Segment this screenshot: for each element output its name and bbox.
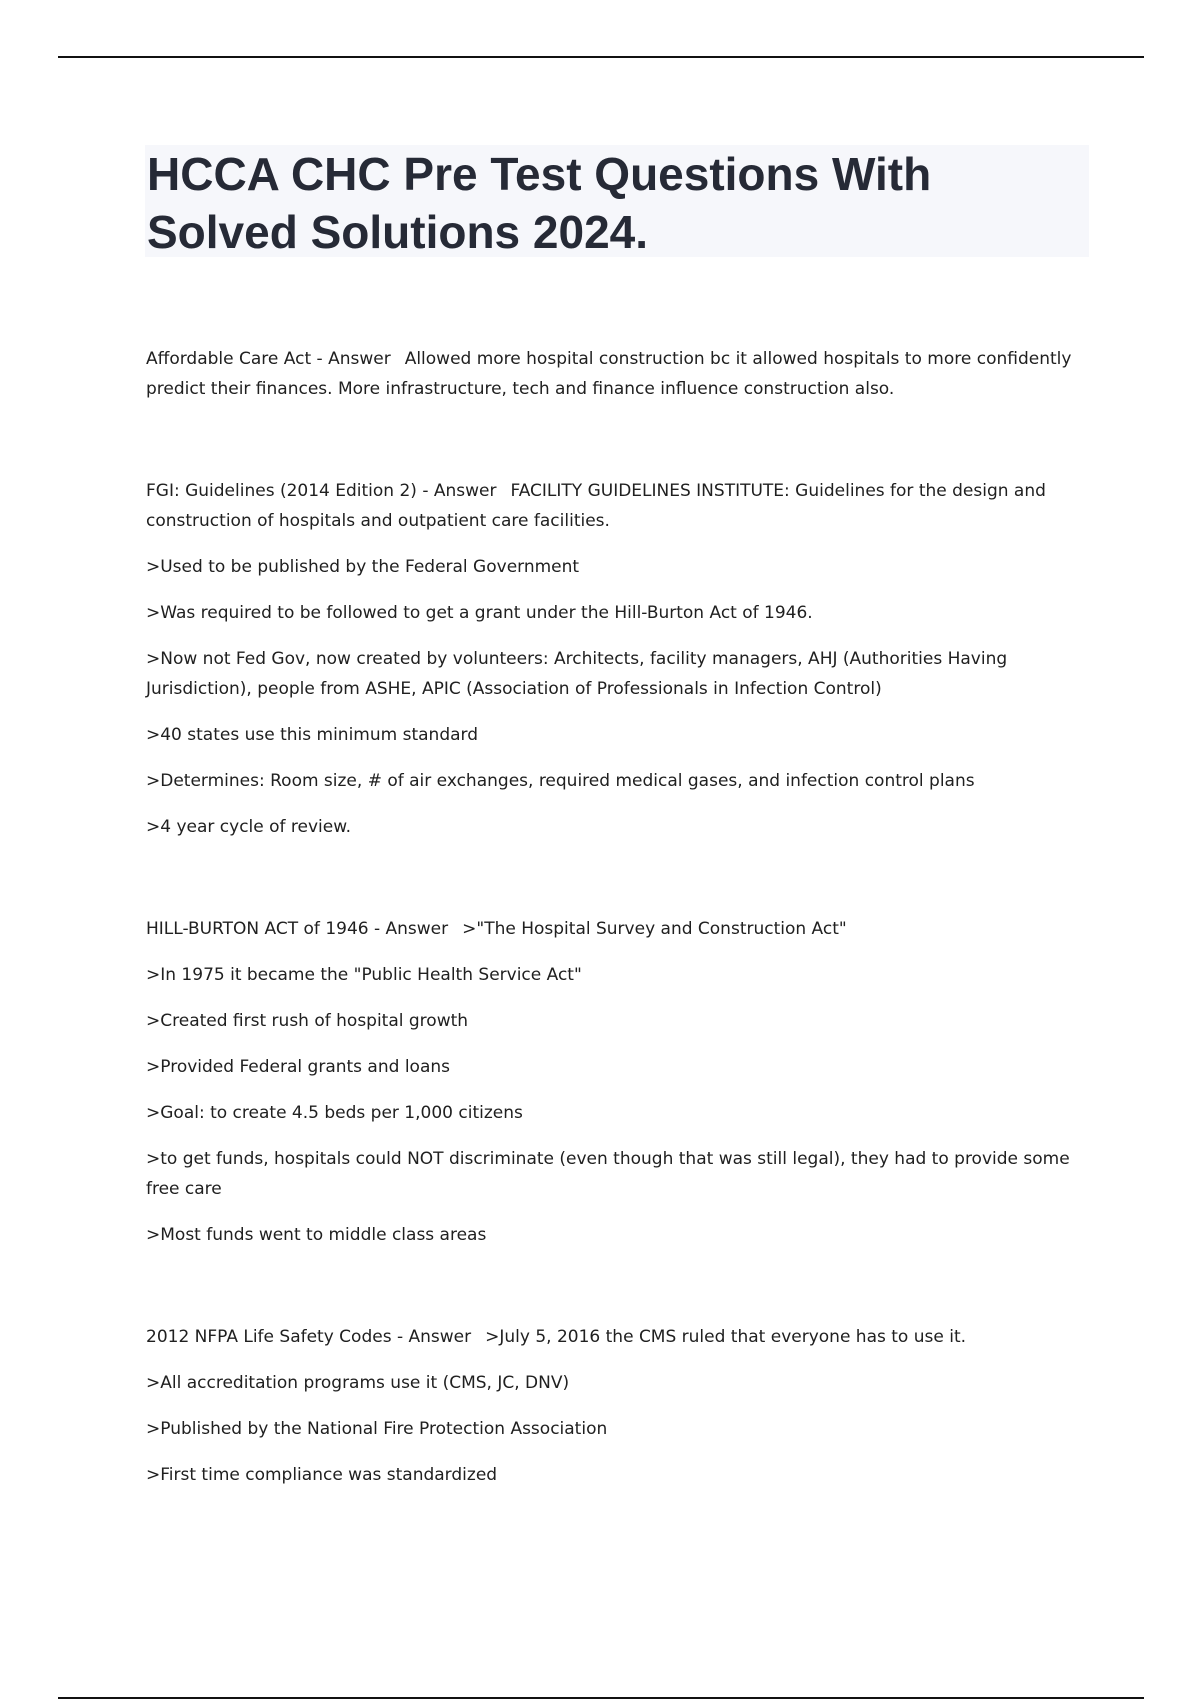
bottom-rule xyxy=(58,1697,1144,1699)
qa-term: FGI: Guidelines (2014 Edition 2) - Answer xyxy=(146,481,497,501)
qa-entry xyxy=(146,1322,1076,1490)
qa-bullet: >4 year cycle of review. xyxy=(146,817,351,837)
qa-bullet: >Was required to be followed to get a grant under the Hill-Burton Act of 1946. xyxy=(146,603,813,623)
qa-question-answer xyxy=(146,1322,1076,1352)
qa-question-answer xyxy=(146,344,1076,404)
qa-bullet: >First time compliance was standardized xyxy=(146,1465,498,1485)
qa-bullet: >to get funds, hospitals could NOT discriminate (even though that was still legal), they had to provide some free care xyxy=(146,1149,1070,1199)
qa-term: Affordable Care Act - Answer xyxy=(146,349,391,369)
qa-term: HILL-BURTON ACT of 1946 - Answer xyxy=(146,919,449,939)
qa-bullet: >Provided Federal grants and loans xyxy=(146,1057,450,1077)
top-rule xyxy=(58,56,1144,58)
qa-question-answer xyxy=(146,914,1076,944)
qa-bullet: >40 states use this minimum standard xyxy=(146,725,479,745)
qa-bullet: >All accreditation programs use it (CMS, JC, DNV) xyxy=(146,1373,570,1393)
qa-bullet: >Published by the National Fire Protection Association xyxy=(146,1419,608,1439)
qa-answer: Allowed more hospital construction bc it allowed hospitals to more confidently predict their finances. More infrastructure, tech and finance influence construction also. xyxy=(146,349,1072,399)
qa-entry xyxy=(146,476,1076,842)
qa-bullet: >Determines: Room size, # of air exchanges, required medical gases, and infection control plans xyxy=(146,771,975,791)
qa-bullet: >In 1975 it became the "Public Health Service Act" xyxy=(146,965,582,985)
qa-answer: >"The Hospital Survey and Construction Act" xyxy=(462,919,847,939)
qa-bullet: >Used to be published by the Federal Government xyxy=(146,557,580,577)
document-body xyxy=(146,344,1076,1562)
page-title: HCCA CHC Pre Test Questions With Solved Solutions 2024. xyxy=(147,148,932,258)
qa-bullet: >Created first rush of hospital growth xyxy=(146,1011,469,1031)
qa-bullet: >Most funds went to middle class areas xyxy=(146,1225,487,1245)
qa-term: 2012 NFPA Life Safety Codes - Answer xyxy=(146,1327,472,1347)
qa-bullet: >Goal: to create 4.5 beds per 1,000 citizens xyxy=(146,1103,523,1123)
qa-question-answer xyxy=(146,476,1076,536)
qa-answer: FACILITY GUIDELINES INSTITUTE: Guidelines for the design and construction of hospitals and outpatient care facilities. xyxy=(146,481,1046,531)
qa-entry xyxy=(146,344,1076,404)
qa-answer: >July 5, 2016 the CMS ruled that everyone has to use it. xyxy=(485,1327,967,1347)
qa-bullet: >Now not Fed Gov, now created by volunteers: Architects, facility managers, AHJ (Authorities Having Jurisdiction), people from ASHE, APIC (Association of Professionals in Infection Control) xyxy=(146,649,1008,699)
qa-entry xyxy=(146,914,1076,1250)
title-block xyxy=(145,145,1089,257)
